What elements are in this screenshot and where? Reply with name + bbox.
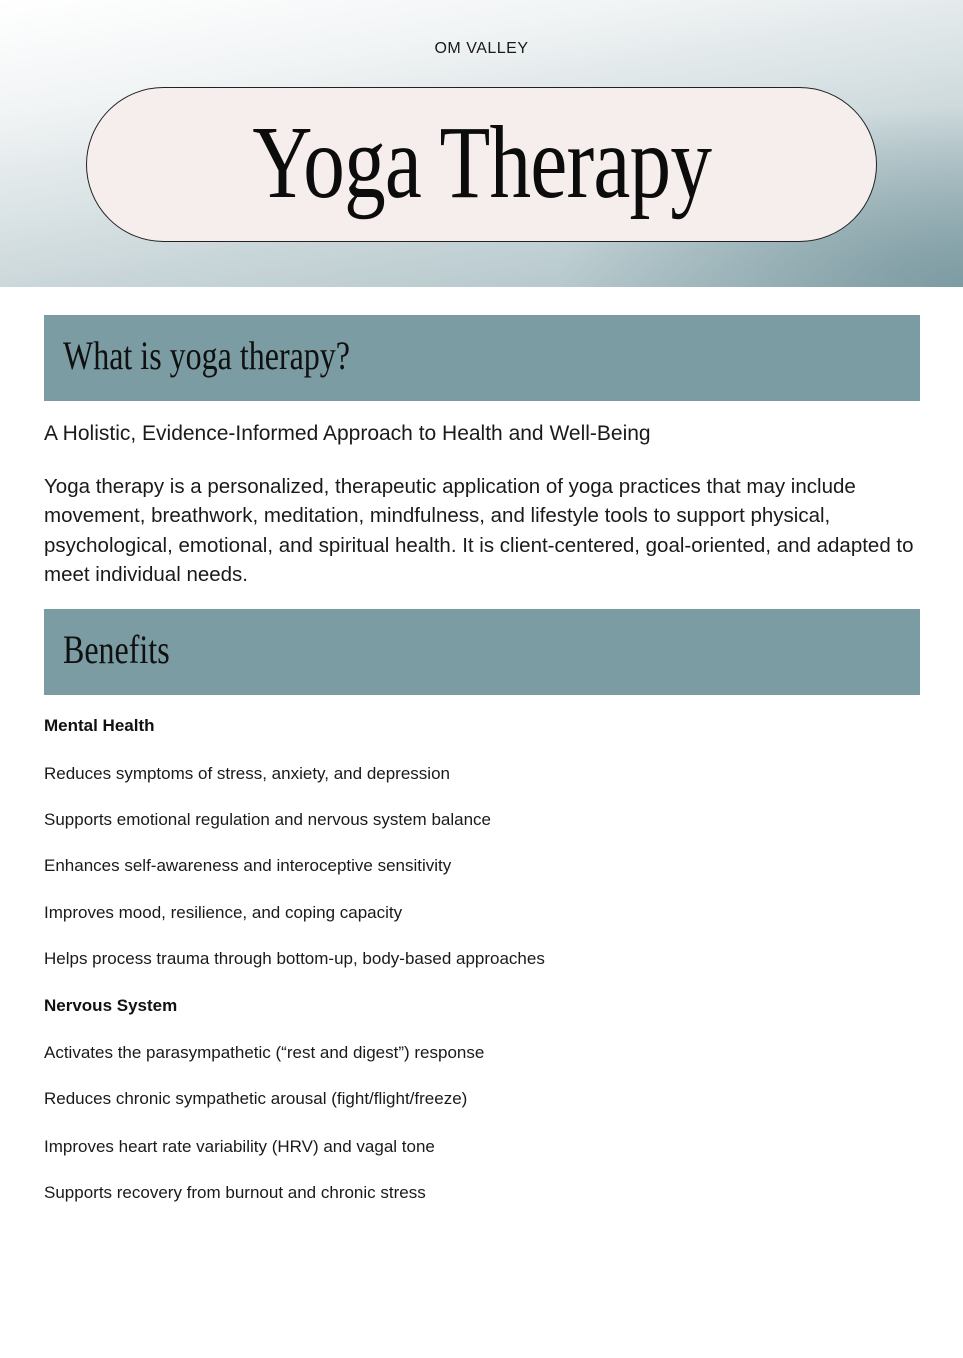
section-subtitle: A Holistic, Evidence-Informed Approach to Health and Well-Being — [44, 422, 651, 445]
brand-name: OM VALLEY — [434, 40, 529, 57]
page-title: Yoga Therapy — [252, 104, 711, 220]
section-heading-what: What is yoga therapy? — [63, 332, 350, 378]
benefit-item: Supports emotional regulation and nervous system balance — [44, 810, 491, 829]
benefit-item: Enhances self-awareness and interoceptive sensitivity — [44, 856, 452, 875]
benefit-group-title: Mental Health — [44, 716, 155, 735]
section-heading-benefits: Benefits — [63, 626, 170, 672]
benefit-item: Reduces chronic sympathetic arousal (fight/flight/freeze) — [44, 1089, 468, 1108]
intro-paragraph: Yoga therapy is a personalized, therapeutic application of yoga practices that may include movement, breathwork, meditation, mindfulness, and lifestyle tools to support physical, psychological, emotional, and spiritual health. It is client-centered, goal-oriented, and adapted to meet individual needs. — [44, 475, 914, 586]
title-pill — [86, 87, 877, 242]
hero-banner — [0, 0, 963, 287]
section-header-what — [44, 315, 920, 401]
benefit-item: Improves mood, resilience, and coping capacity — [44, 903, 403, 922]
benefit-item: Helps process trauma through bottom-up, body-based approaches — [44, 949, 545, 968]
benefit-item: Supports recovery from burnout and chronic stress — [44, 1183, 426, 1202]
benefit-item: Activates the parasympathetic (“rest and digest”) response — [44, 1043, 485, 1062]
benefit-item: Reduces symptoms of stress, anxiety, and depression — [44, 764, 450, 783]
benefit-item: Improves heart rate variability (HRV) and vagal tone — [44, 1137, 435, 1156]
section-header-benefits — [44, 609, 920, 695]
benefit-group-title: Nervous System — [44, 996, 178, 1015]
